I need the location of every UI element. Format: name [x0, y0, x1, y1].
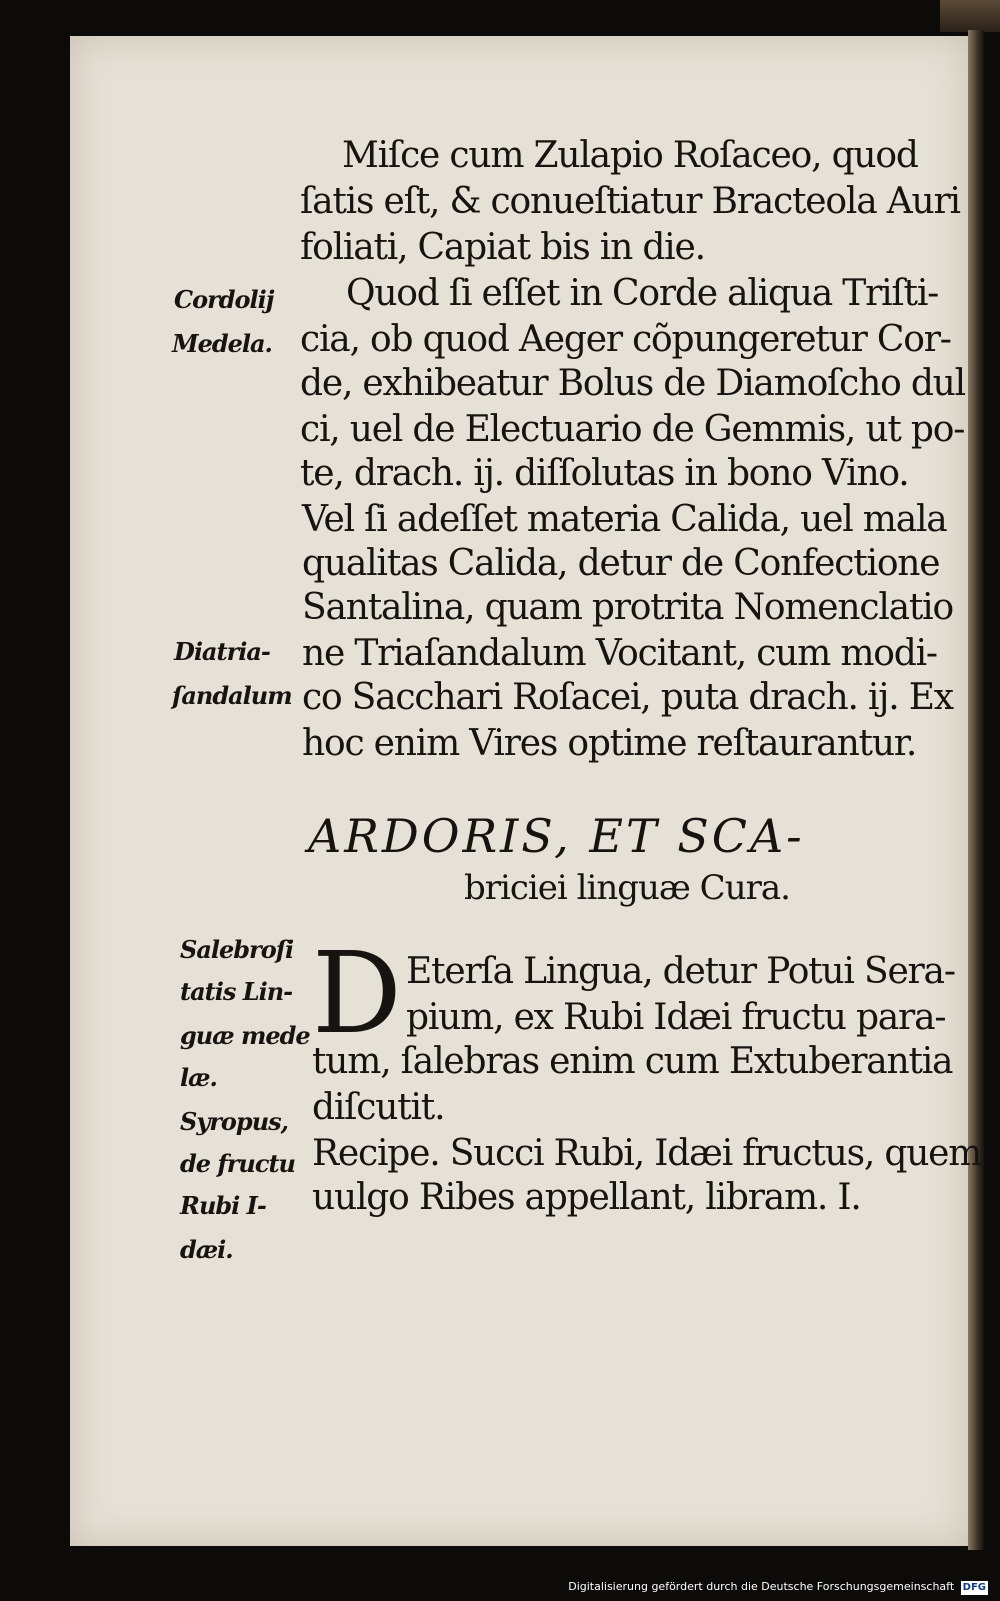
text-line: tum, ſalebras enim cum Extuberantia — [312, 1041, 953, 1082]
text-line: co Sacchari Roſacei, puta drach. ij. Ex — [302, 677, 953, 718]
section-subheading: briciei linguæ Cura. — [464, 868, 790, 908]
text-line: Miſce cum Zulapio Roſaceo, quod — [342, 135, 918, 176]
text-line: te, drach. ij. diſſolutas in bono Vino. — [300, 453, 909, 494]
text-line: cia, ob quod Aeger cõpungeretur Cor- — [300, 319, 951, 360]
text-line: Recipe. Succi Rubi, Idæi fructus, quem — [312, 1133, 982, 1174]
dfg-logo-icon: DFG — [962, 1582, 986, 1593]
margin-note: Syropus, — [180, 1107, 289, 1136]
margin-note: Medela. — [172, 329, 272, 358]
text-line: Eterſa Lingua, detur Potui Sera- — [406, 951, 955, 992]
margin-note: Cordolij — [174, 285, 274, 314]
text-line: ci, uel de Electuario de Gemmis, ut po- — [300, 409, 965, 450]
text-line: ſatis eſt, & conueſtiatur Bracteola Auri — [300, 181, 960, 222]
drop-cap: D — [312, 929, 402, 1059]
margin-note: tatis Lin- — [180, 977, 293, 1006]
section-heading: ARDORIS, ET SCA- — [308, 809, 805, 863]
text-line: pium, ex Rubi Idæi fructu para- — [406, 997, 946, 1038]
margin-note: Diatria- — [174, 637, 270, 666]
margin-note: ſandalum — [172, 681, 292, 710]
text-line: Santalina, quam protrita Nomenclatio — [302, 587, 953, 628]
text-line: uulgo Ribes appellant, libram. I. — [312, 1177, 861, 1218]
book-corner — [940, 0, 1000, 32]
text-line: Quod ſi eſſet in Corde aliqua Triſti- — [346, 273, 939, 314]
margin-note: de fructu — [180, 1149, 295, 1178]
text-line: qualitas Calida, detur de Confectione — [302, 543, 940, 584]
footer-text: Digitalisierung gefördert durch die Deutsche Forschungsgemeinschaft — [568, 1580, 955, 1593]
text-line: ne Triaſandalum Vocitant, cum modi- — [302, 633, 937, 674]
text-line: foliati, Capiat bis in die. — [300, 227, 705, 268]
text-line: hoc enim Vires optime reſtaurantur. — [302, 723, 917, 764]
margin-note: Salebroſi — [180, 935, 294, 964]
margin-note: guæ mede — [180, 1021, 310, 1050]
margin-note: Rubi I- — [180, 1191, 266, 1220]
margin-note: dæi. — [180, 1235, 233, 1264]
page-edge — [968, 30, 984, 1550]
text-line: de, exhibeatur Bolus de Diamoſcho dul — [300, 363, 965, 404]
text-line: diſcutit. — [312, 1087, 445, 1128]
digitization-footer — [568, 1580, 988, 1595]
text-line: Vel ſi adeſſet materia Calida, uel mala — [302, 499, 947, 540]
margin-note: læ. — [180, 1063, 217, 1092]
